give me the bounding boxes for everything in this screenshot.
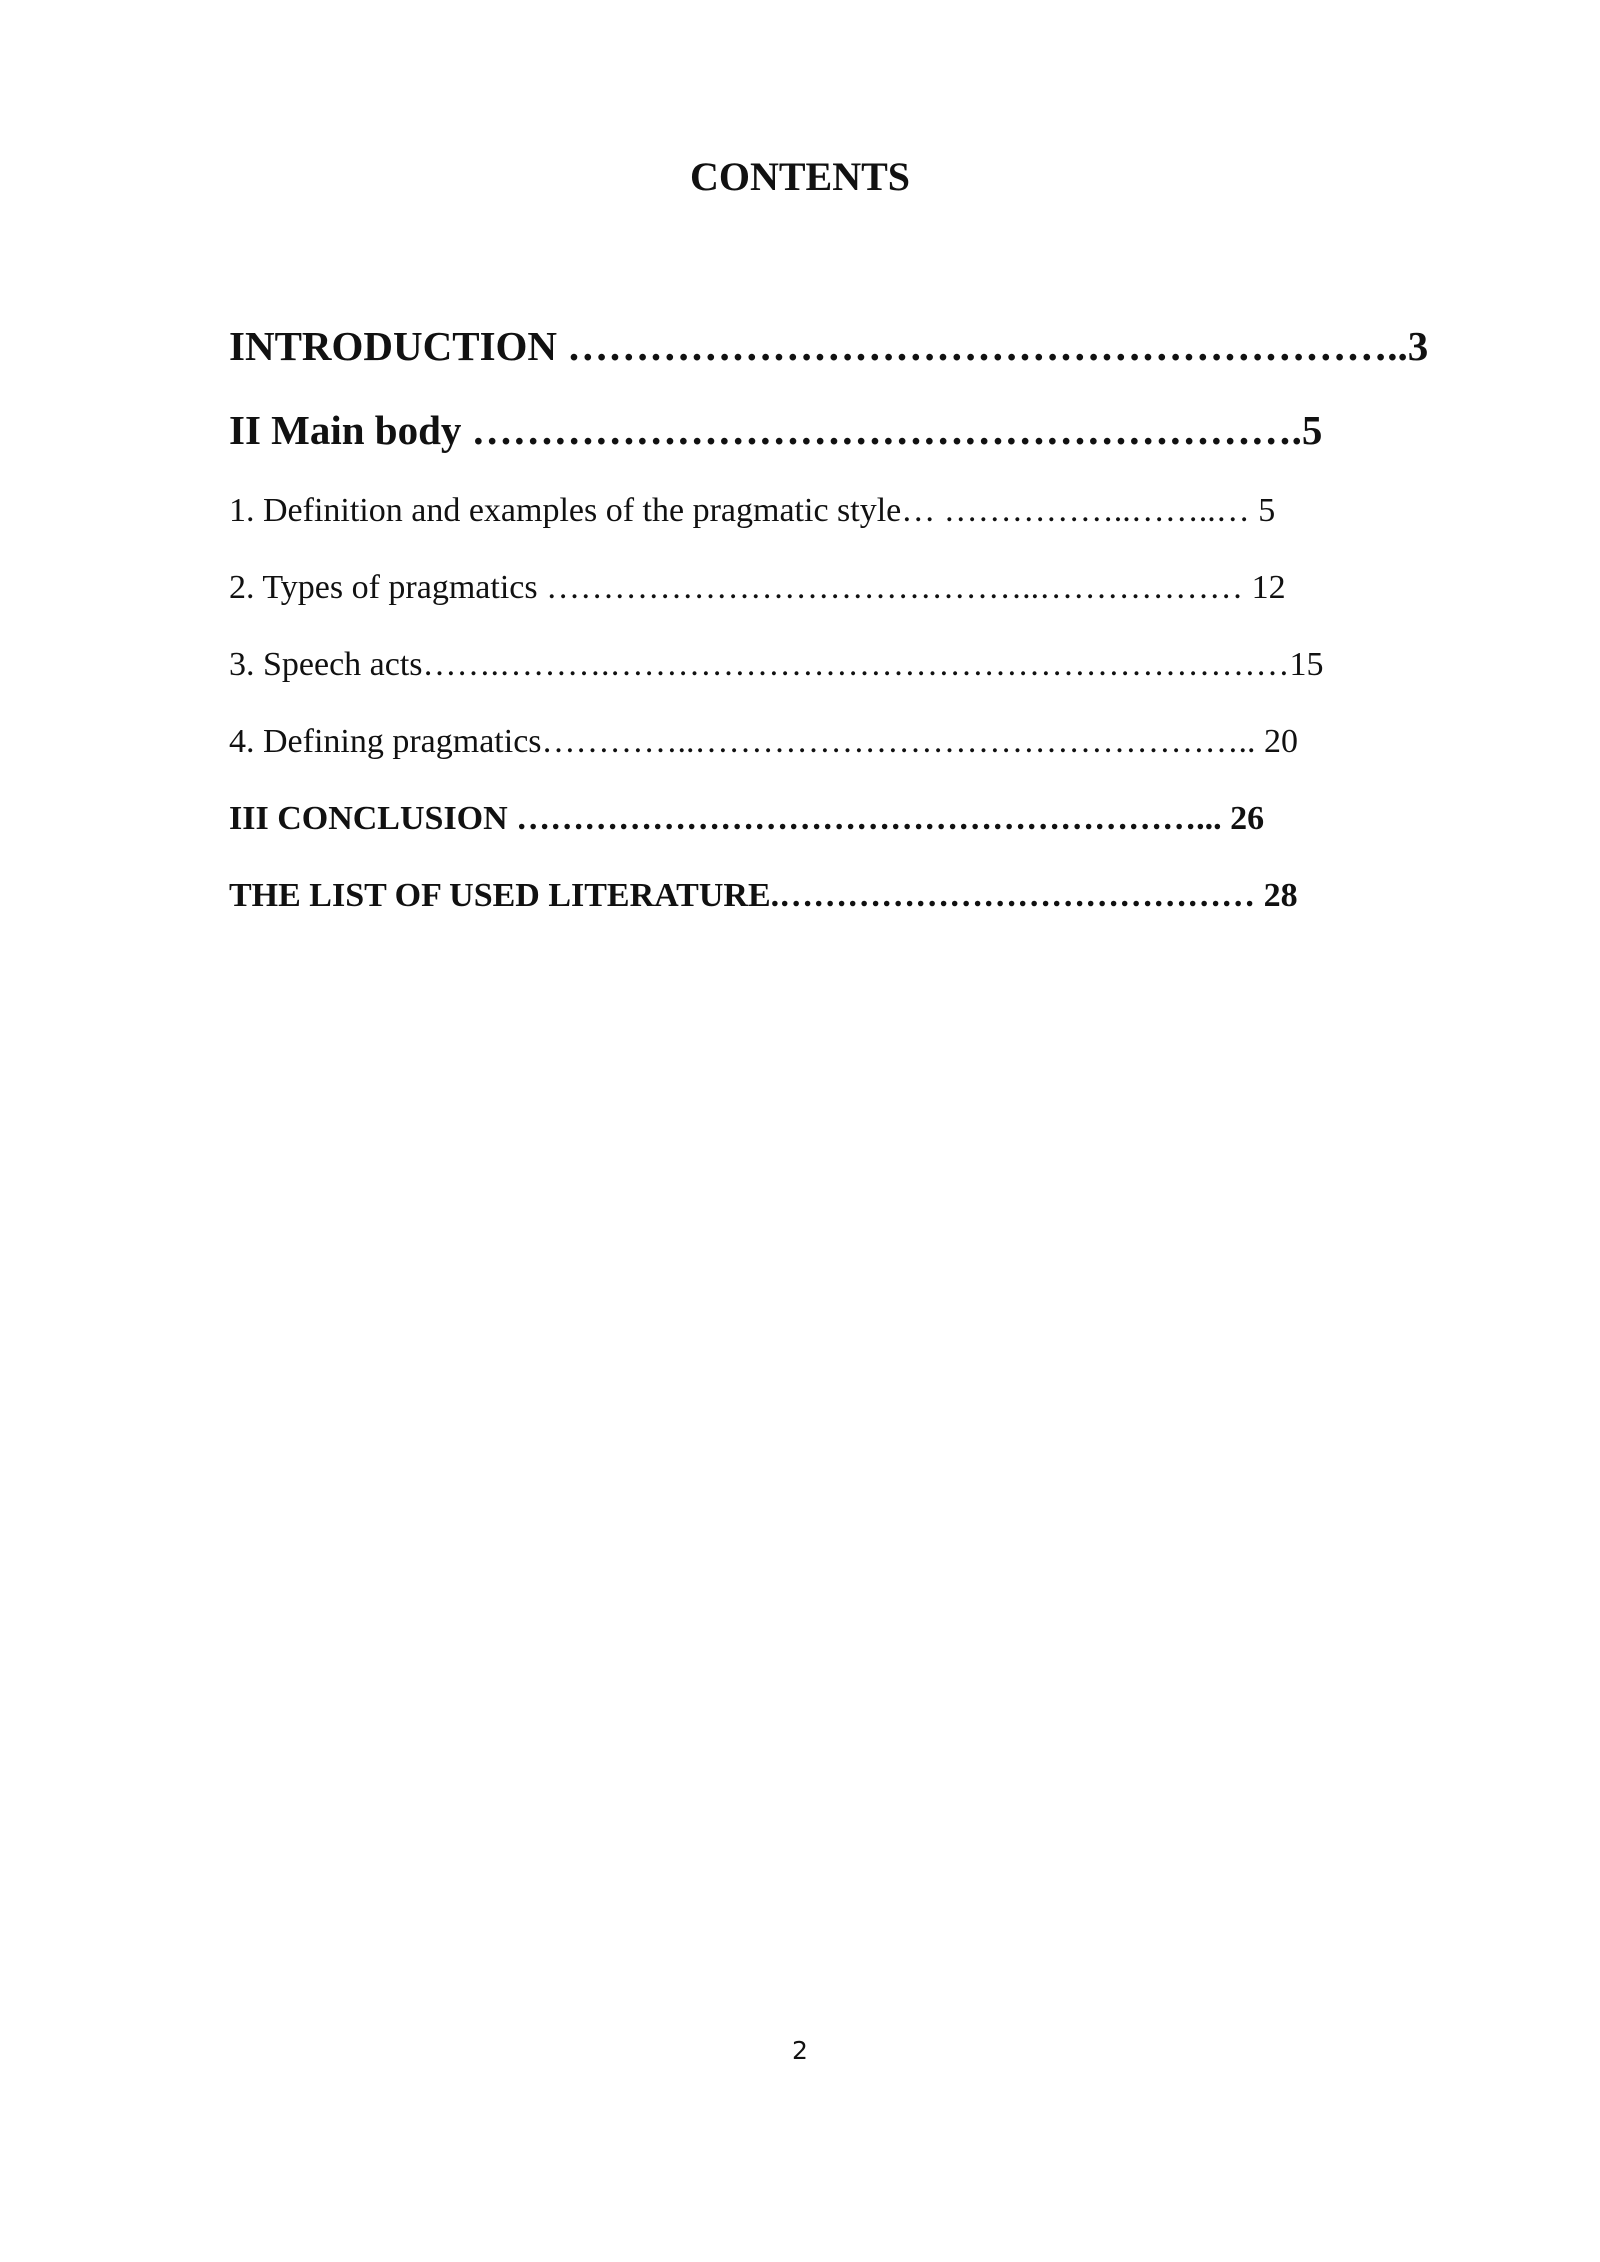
toc-entry-definition: 1. Definition and examples of the pragmatic style… ……………..……..… 5 — [229, 492, 1276, 529]
toc-entry-speech-acts: 3. Speech acts…….……….……………………………………………………15 — [229, 646, 1324, 683]
toc-entry-main-body: II Main body …………………………………………………….5 — [229, 407, 1323, 453]
toc-entry-literature: THE LIST OF USED LITERATURE.…………………………………… 28 — [229, 877, 1298, 914]
toc-entry-conclusion: III CONCLUSION ……………………………………………………... 26 — [229, 800, 1265, 837]
toc-entry-defining-pragmatics: 4. Defining pragmatics…………..………………………………………….. 20 — [229, 723, 1299, 760]
contents-heading: CONTENTS — [689, 154, 911, 199]
page-number: 2 — [792, 2036, 808, 2065]
toc-entry-introduction: INTRODUCTION ……………………………………………………..3 — [229, 323, 1429, 369]
toc-entry-types: 2. Types of pragmatics ……………………………………..……………… 12 — [229, 569, 1286, 606]
